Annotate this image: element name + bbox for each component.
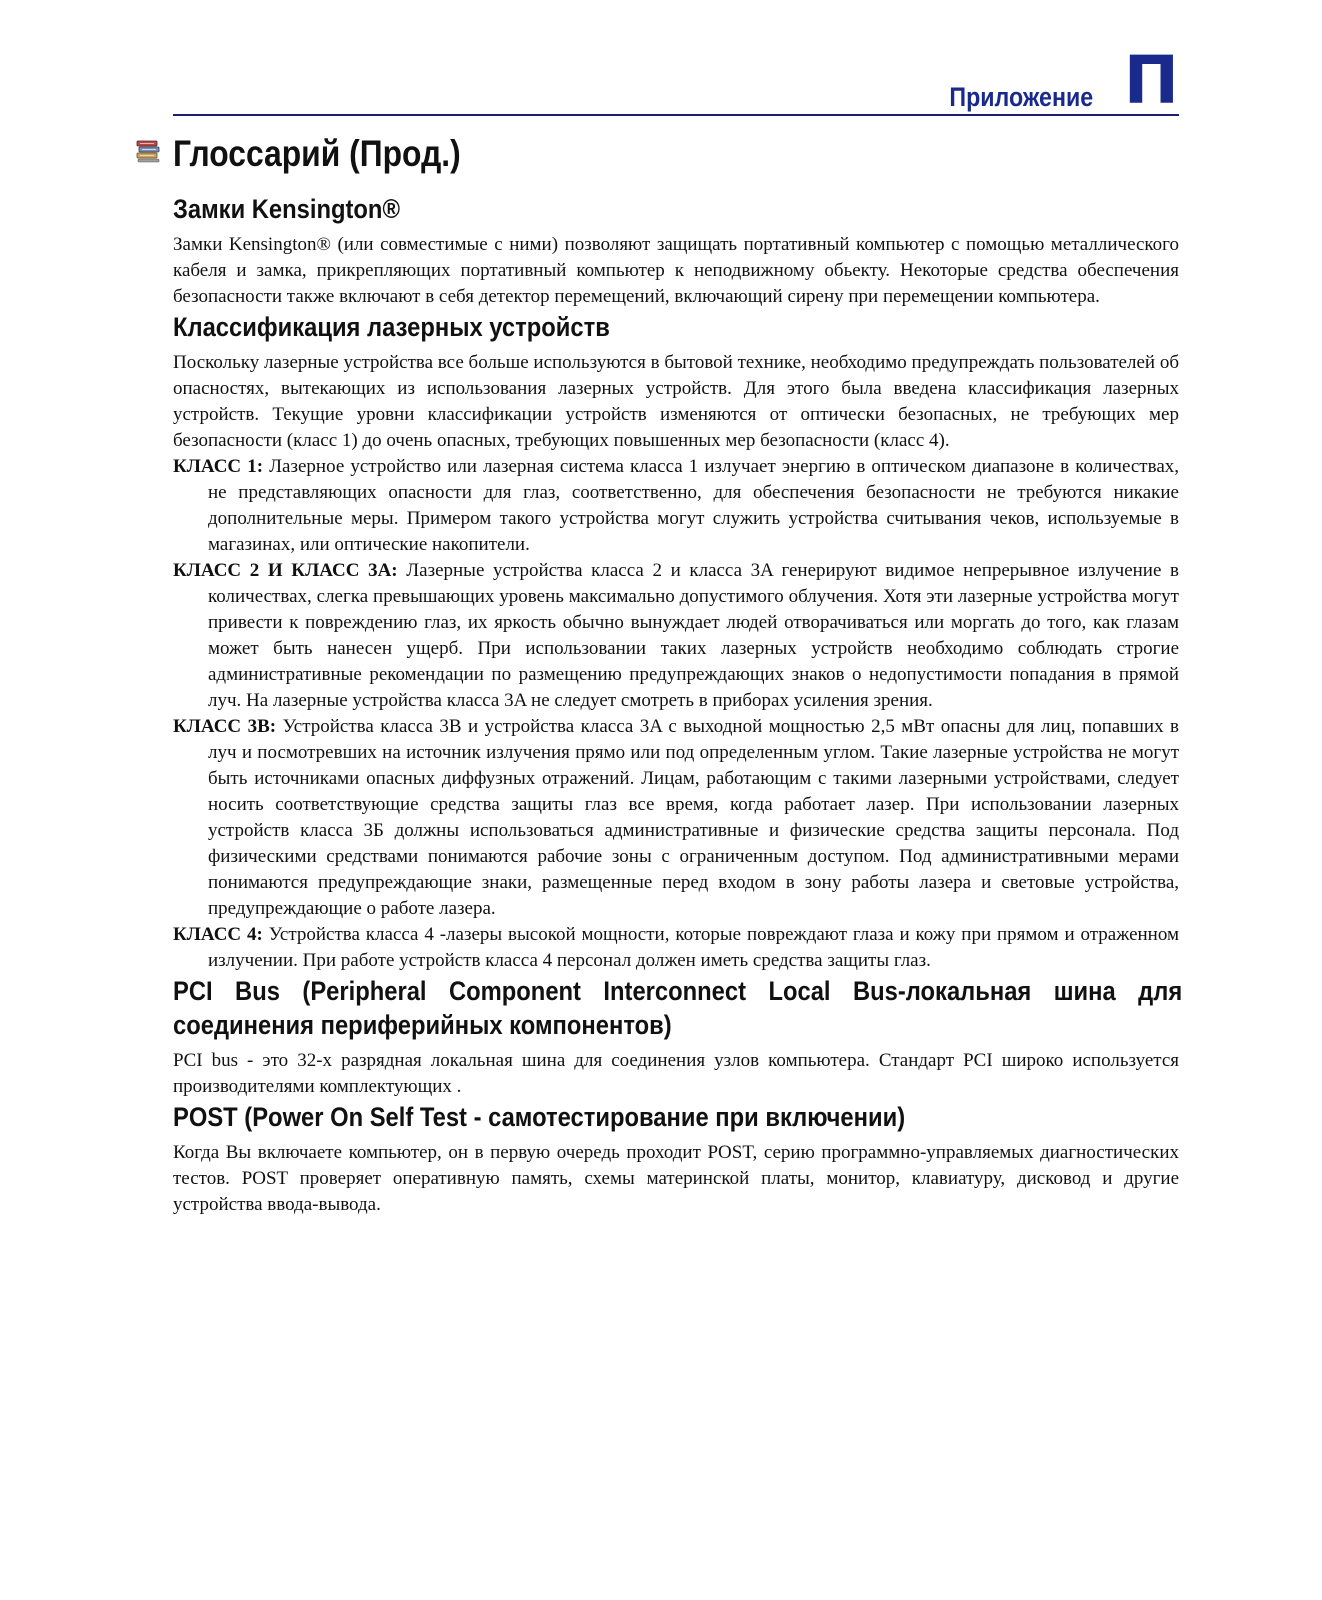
laser-class-4-text: Устройства класса 4 -лазеры высокой мощности, которые повреждают глаза и кожу при прямом и отраженном излучении. При работе устройств класса 4 персонал должен иметь средства защиты глаз. [208, 924, 1180, 971]
laser-class-4 [173, 922, 1179, 974]
laser-class-2-3a-label: КЛАСС 2 И КЛАСС 3A: [173, 560, 398, 581]
laser-class-1-text: Лазерное устройство или лазерная система класса 1 излучает энергию в оптическом диапазоне в количествах, не представляющих опасности для глаз, соответственно, для обеспечения безопасности не требуются никакие дополнительные меры. Примером такого устройства могут служить устройства считывания чеков, используемые в магазинах, или оптические накопители. [208, 456, 1180, 555]
laser-class-3b-label: КЛАСС 3B: [173, 716, 277, 737]
laser-class-3b-text: Устройства класса 3B и устройства класса 3A с выходной мощностью 2,5 мВт опасны для лиц, попавших в луч и посмотревших на источник излучения прямо или под определенным углом. Такие лазерные устройства не могут быть источниками опасных диффузных отражений. Лицам, работающим с такими лазерными устройствами, следует носить соответствующие средства защиты глаз все время, когда работает лазер. При использовании лазерных устройств класса 3Б должны использоваться административные и физические средства защиты персонала. Под физическими средствами понимаются рабочие зоны с ограниченным доступом. Под административными мерами понимаются предупреждающие знаки, размещенные перед входом в зону работы лазера и световые устройства, предупреждающие о работе лазера. [208, 716, 1180, 919]
laser-class-1 [173, 454, 1179, 558]
laser-class-3b [173, 714, 1179, 922]
heading-pci-bus-text: PCI Bus (Peripheral Component Interconnect Local Bus-локальная шина для соединения периферийных компонентов) [173, 976, 1183, 1040]
section-letter: П [1123, 42, 1179, 119]
heading-kensington-text: Замки Kensington® [173, 194, 400, 224]
paragraph-kensington: Замки Kensington® (или совместимые с ними) позволяют защищать портативный компьютер с помощью металлического кабеля и замка, прикрепляющих портативный компьютер к неподвижному обьекту. Некоторые средства обеспечения безопасности также включают в себя детектор перемещений, включающий сирену при перемещении компьютера. [173, 234, 1179, 307]
paragraph-pci-bus: PCI bus - это 32-х разрядная локальная шина для соединения узлов компьютера. Стандарт PCI широко используется производителями комплектующих . [173, 1050, 1179, 1097]
heading-post [173, 1100, 1179, 1134]
laser-class-2-3a [173, 558, 1179, 714]
paragraph-laser-intro: Поскольку лазерные устройства все больше используются в бытовой технике, необходимо предупреждать пользователей об опасностях, вытекающих из использования лазерных устройств. Для этого была введена классификация лазерных устройств. Текущие уровни классификации устройств изменяются от оптически безопасных, не требующих мер безопасности (класс 1) до очень опасных, требующих повышенных мер безопасности (класс 4). [173, 352, 1179, 451]
page-header [173, 40, 1179, 119]
heading-laser-classification [173, 310, 1179, 344]
glossary-content [173, 192, 1183, 1218]
heading-post-text: POST (Power On Self Test - самотестирование при включении) [173, 1102, 906, 1132]
heading-pci-bus [173, 974, 1183, 1042]
laser-class-2-3a-text: Лазерные устройства класса 2 и класса 3A генерируют видимое непрерывное излучение в количествах, слегка превышающих уровень максимально допустимого облучения. Хотя эти лазерные устройства могут привести к повреждению глаз, их яркость обычно вынуждает людей отворачиваться или моргать до того, как глазам может быть нанесен ущерб. При использовании таких лазерных устройств необходимо соблюдать строгие административные рекомендации по размещению предупреждающих знаков о недопустимости попадания в прямой луч. На лазерные устройства класса 3A не следует смотреть в приборах усиления зрения. [208, 560, 1179, 711]
heading-kensington [173, 192, 1179, 226]
book-stack-icon [135, 138, 161, 164]
laser-class-4-label: КЛАСС 4: [173, 924, 263, 945]
page-title: Глоссарий (Прод.) [173, 133, 461, 174]
paragraph-post: Когда Вы включаете компьютер, он в первую очередь проходит POST, серию программно-управляемых диагностических тестов. POST проверяет оперативную память, схемы материнской платы, монитор, клавиатуру, дисковод и другие устройства ввода-вывода. [173, 1142, 1179, 1215]
section-name: Приложение [949, 82, 1093, 112]
laser-class-1-label: КЛАСС 1: [173, 456, 264, 477]
heading-laser-classification-text: Классификация лазерных устройств [173, 312, 610, 342]
